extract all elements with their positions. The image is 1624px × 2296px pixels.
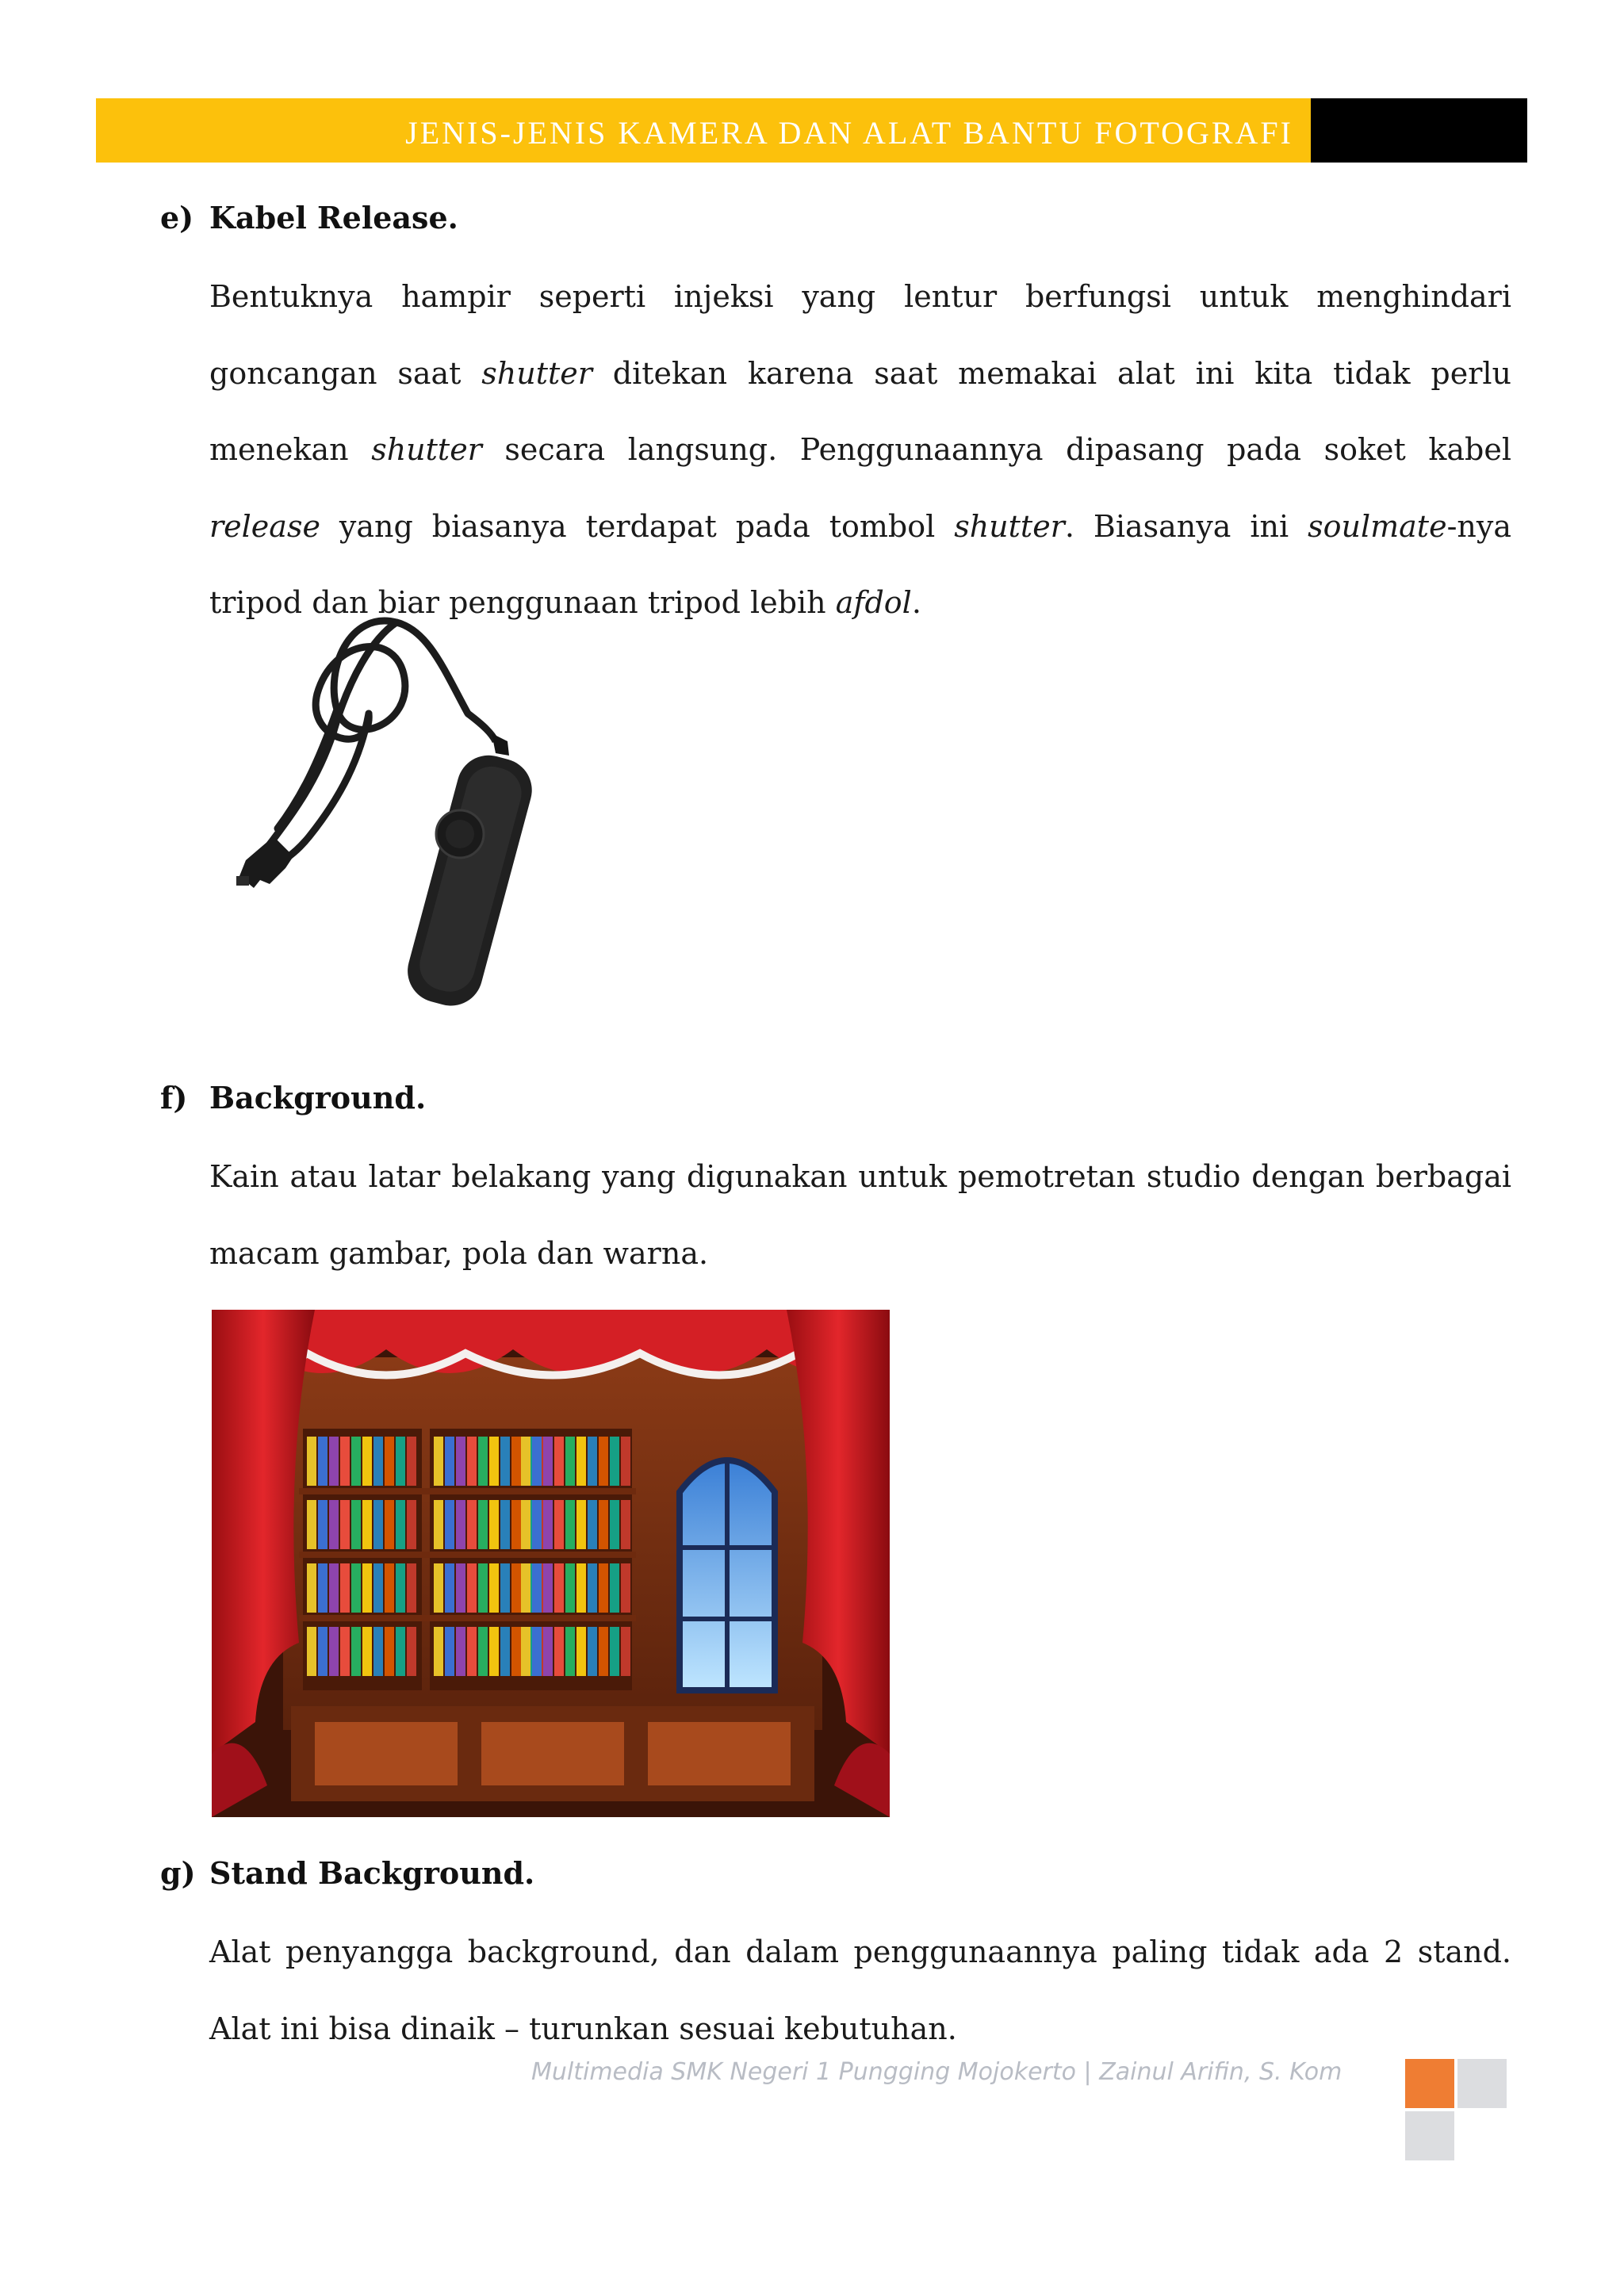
- paragraph-text: .: [911, 585, 921, 620]
- header-yellow-band: [96, 98, 1311, 163]
- section-paragraph-g: [209, 1914, 1511, 2067]
- section-title: Stand Background.: [209, 1855, 535, 1891]
- backdrop-image: [212, 1310, 890, 1817]
- remote-body: [400, 733, 539, 1012]
- section-heading-f: [160, 1080, 426, 1115]
- paragraph-text: Kain atau latar belakang yang digunakan untuk pemotretan studio dengan berbagai macam gambar, pola dan warna.: [209, 1159, 1511, 1271]
- paragraph-text: Bentuknya hampir seperti injeksi yang lentur berfungsi untuk menghindari goncangan saat: [209, 279, 1511, 391]
- footer-orange-square: [1405, 2059, 1454, 2108]
- section-paragraph-f: [209, 1138, 1511, 1292]
- section-heading-e: [160, 200, 458, 235]
- italic-term: soulmate: [1308, 508, 1447, 544]
- header-title: JENIS-JENIS KAMERA DAN ALAT BANTU FOTOGRAFI: [405, 115, 1293, 151]
- paragraph-text: secara langsung. Penggunaannya dipasang pada soket kabel: [481, 432, 1511, 467]
- connector-plug: [236, 836, 293, 888]
- section-number: f): [160, 1080, 188, 1115]
- page-header: [96, 98, 1527, 163]
- section-title: Kabel Release.: [209, 200, 458, 235]
- italic-term: shutter: [954, 508, 1065, 544]
- paragraph-text: . Biasanya ini: [1064, 508, 1308, 544]
- cable-release-image: [230, 607, 579, 1019]
- section-number: e): [160, 200, 194, 235]
- italic-term: shutter: [371, 432, 482, 467]
- paragraph-text: Alat penyangga background, dan dalam penggunaannya paling tidak ada 2 stand. Alat ini bisa dinaik – turunkan sesuai kebutuhan.: [209, 1934, 1511, 2046]
- footer-gray-square: [1405, 2111, 1454, 2160]
- footer-gray-square: [1457, 2059, 1507, 2108]
- paragraph-text: yang biasanya terdapat pada tombol: [320, 508, 955, 544]
- bookshelf: [299, 1429, 636, 1690]
- section-number: g): [160, 1855, 196, 1891]
- italic-term: shutter: [481, 355, 592, 391]
- paragraph-text: ditekan karena saat memakai alat ini kita tidak perlu menekan: [209, 355, 1511, 467]
- header-black-block: [1311, 98, 1527, 163]
- section-title: Background.: [209, 1080, 427, 1115]
- paragraph-text: -nya tripod dan biar penggunaan tripod lebih: [209, 508, 1511, 620]
- footer-text: Multimedia SMK Negeri 1 Pungging Mojokerto | Zainul Arifin, S. Kom: [531, 2058, 1342, 2086]
- arched-window: [680, 1460, 775, 1690]
- italic-term: afdol: [835, 585, 912, 620]
- section-heading-g: [160, 1855, 534, 1891]
- italic-term: release: [209, 508, 320, 544]
- section-paragraph-e: [209, 258, 1511, 641]
